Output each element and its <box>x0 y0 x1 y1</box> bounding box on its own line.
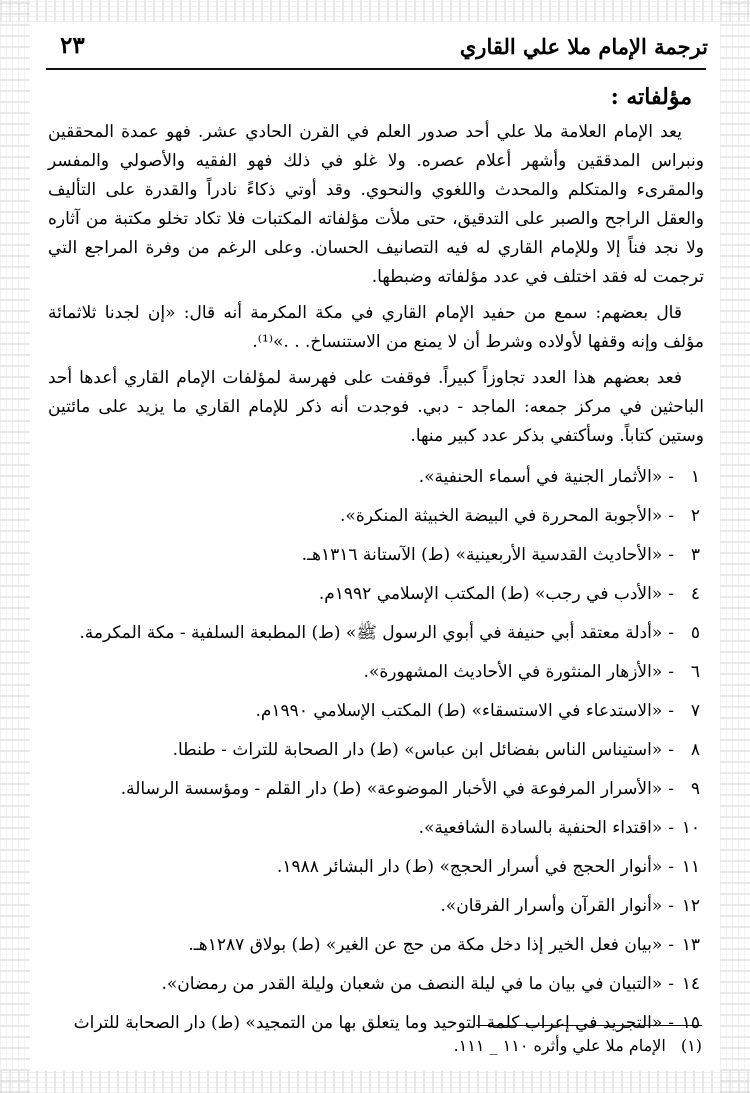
footnote-rule <box>476 1025 702 1026</box>
list-item: ١ - «الأثمار الجنية في أسماء الحنفية». <box>48 458 704 497</box>
paragraph-count: فعد بعضهم هذا العدد تجاوزاً كبيراً. فوقفت على فهرسة لمؤلفات الإمام القاري أعدها أحد الباحثين في مركز جمعه: الماجد - دبي. فوجدت أنه ذكر للإمام القاري ما يزيد على مائتين وستين كتاباً. وسأكتفي بذكر عدد كبير منها. <box>48 368 704 446</box>
list-item: ٧ - «الاستدعاء في الاستسقاء» (ط) المكتب الإسلامي ١٩٩٠م. <box>48 692 704 731</box>
list-item: ٨ - «استيناس الناس بفضائل ابن عباس» (ط) دار الصحابة للتراث - طنطا. <box>48 731 704 770</box>
page-number: ٢٣ <box>60 32 85 59</box>
list-item: ١٤ - «التبيان في بيان ما في ليلة النصف من شعبان وليلة القدر من رمضان». <box>48 965 704 1004</box>
footnote-marker: (١) <box>680 1036 702 1055</box>
item-number: ٣ <box>690 545 700 565</box>
decorative-border-left <box>0 0 30 1093</box>
list-item: ٩ - «الأسرار المرفوعة في الأخبار الموضوعة» (ط) دار القلم - ومؤسسة الرسالة. <box>48 770 704 809</box>
section-heading: مؤلفاته : <box>610 84 692 110</box>
item-text: «أنوار الحجج في أسرار الحجج» (ط) دار البشائر ١٩٨٨. <box>276 857 663 877</box>
list-item: ١١ - «أنوار الحجج في أسرار الحجج» (ط) دار البشائر ١٩٨٨. <box>48 848 704 887</box>
works-list <box>48 458 704 1043</box>
item-number: ٨ <box>690 740 700 760</box>
list-item: ٤ - «الأدب في رجب» (ط) المكتب الإسلامي ١٩٩٢م. <box>48 575 704 614</box>
item-number: ١٢ <box>681 896 700 916</box>
item-text: «أدلة معتقد أبي حنيفة في أبوي الرسول ﷺ» (ط) المطبعة السلفية - مكة المكرمة. <box>79 623 663 643</box>
decorative-border-right <box>720 0 750 1093</box>
item-number: ١٤ <box>681 974 700 994</box>
item-text: «بيان فعل الخير إذا دخل مكة من حج عن الغير» (ط) بولاق ١٢٨٧هـ. <box>188 935 663 955</box>
list-item: ١٠ - «اقتداء الحنفية بالسادة الشافعية». <box>48 809 704 848</box>
list-item: ١٥ - «التجريد في إعراب كلمة التوحيد وما يتعلق بها من التمجيد» (ط) دار الصحابة للتراث <box>48 1004 704 1043</box>
item-text: «الأجوبة المحررة في البيضة الخبيثة المنكرة». <box>340 506 663 526</box>
list-item: ١٢ - «أنوار القرآن وأسرار الفرقان». <box>48 887 704 926</box>
header-rule <box>46 68 706 70</box>
page-body <box>48 118 704 1043</box>
item-text: «اقتداء الحنفية بالسادة الشافعية». <box>418 818 663 838</box>
item-number: ١ <box>690 467 700 487</box>
decorative-border-top <box>0 0 750 22</box>
running-title: ترجمة الإمام ملا علي القاري <box>459 34 708 59</box>
item-text: «الأسرار المرفوعة في الأخبار الموضوعة» (ط) دار القلم - ومؤسسة الرسالة. <box>120 779 663 799</box>
list-item: ٣ - «الأحاديث القدسية الأربعينية» (ط) الآستانة ١٣١٦هـ. <box>48 536 704 575</box>
paragraph-quote: قال بعضهم: سمع من حفيد الإمام القاري في مكة المكرمة أنه قال: «إن لجدنا ثلاثمائة مؤلف وإنه وقفها لأولاده وشرط أن لا يمنع من الاستنساخ. . .»⁽¹⁾. <box>48 303 704 352</box>
item-text: «التبيان في بيان ما في ليلة النصف من شعبان وليلة القدر من رمضان». <box>161 974 663 994</box>
item-number: ١١ <box>681 857 700 877</box>
footnote-text: الإمام ملا علي وأثره ١١٠ _ ١١١. <box>453 1036 666 1055</box>
item-number: ٤ <box>690 584 700 604</box>
item-text: «الأحاديث القدسية الأربعينية» (ط) الآستانة ١٣١٦هـ. <box>301 545 663 565</box>
item-text: «التجريد في إعراب كلمة التوحيد وما يتعلق بها من التمجيد» (ط) دار الصحابة للتراث <box>73 1013 663 1033</box>
list-item: ٥ - «أدلة معتقد أبي حنيفة في أبوي الرسول ﷺ» (ط) المطبعة السلفية - مكة المكرمة. <box>48 614 704 653</box>
item-text: «الاستدعاء في الاستسقاء» (ط) المكتب الإسلامي ١٩٩٠م. <box>255 701 663 721</box>
page-header <box>44 30 708 66</box>
item-text: «الأدب في رجب» (ط) المكتب الإسلامي ١٩٩٢م. <box>318 584 663 604</box>
item-number: ٦ <box>690 662 700 682</box>
item-number: ٢ <box>690 506 700 526</box>
list-item: ١٣ - «بيان فعل الخير إذا دخل مكة من حج عن الغير» (ط) بولاق ١٢٨٧هـ. <box>48 926 704 965</box>
item-number: ١٥ <box>681 1013 700 1033</box>
item-number: ٧ <box>690 701 700 721</box>
item-text: «الأثمار الجنية في أسماء الحنفية». <box>418 467 663 487</box>
item-number: ١٣ <box>681 935 700 955</box>
item-text: «الأزهار المنثورة في الأحاديث المشهورة». <box>363 662 663 682</box>
decorative-border-bottom <box>0 1071 750 1093</box>
item-number: ٥ <box>690 623 700 643</box>
paragraph-intro: يعد الإمام العلامة ملا علي أحد صدور العلم في القرن الحادي عشر. فهو عمدة المحققين ونبراس المدققين وأشهر أعلام عصره. ولا غلو في ذلك فهو الفقيه والأصولي والمفسر والمقرىء والمتكلم والمحدث واللغوي والنحوي. وقد أوتي ذكاءً نادراً والقدرة على التأليف والعقل الراجح والصبر على التدقيق، حتى ملأت مؤلفاته المكتبات فلا تكاد تخلو مكتبة من آثاره ولا نجد فناً إلا وللإمام القاري له فيه التصانيف الحسان. وعلى الرغم من وفرة المراجع التي ترجمت له فقد اختلف في عدد مؤلفاته وضبطها. <box>48 122 704 287</box>
item-text: «أنوار القرآن وأسرار الفرقان». <box>440 896 663 916</box>
item-number: ٩ <box>690 779 700 799</box>
item-number: ١٠ <box>681 818 700 838</box>
list-item: ٢ - «الأجوبة المحررة في البيضة الخبيثة المنكرة». <box>48 497 704 536</box>
footnote <box>454 1034 702 1058</box>
item-text: «استيناس الناس بفضائل ابن عباس» (ط) دار الصحابة للتراث - طنطا. <box>172 740 663 760</box>
list-item: ٦ - «الأزهار المنثورة في الأحاديث المشهورة». <box>48 653 704 692</box>
